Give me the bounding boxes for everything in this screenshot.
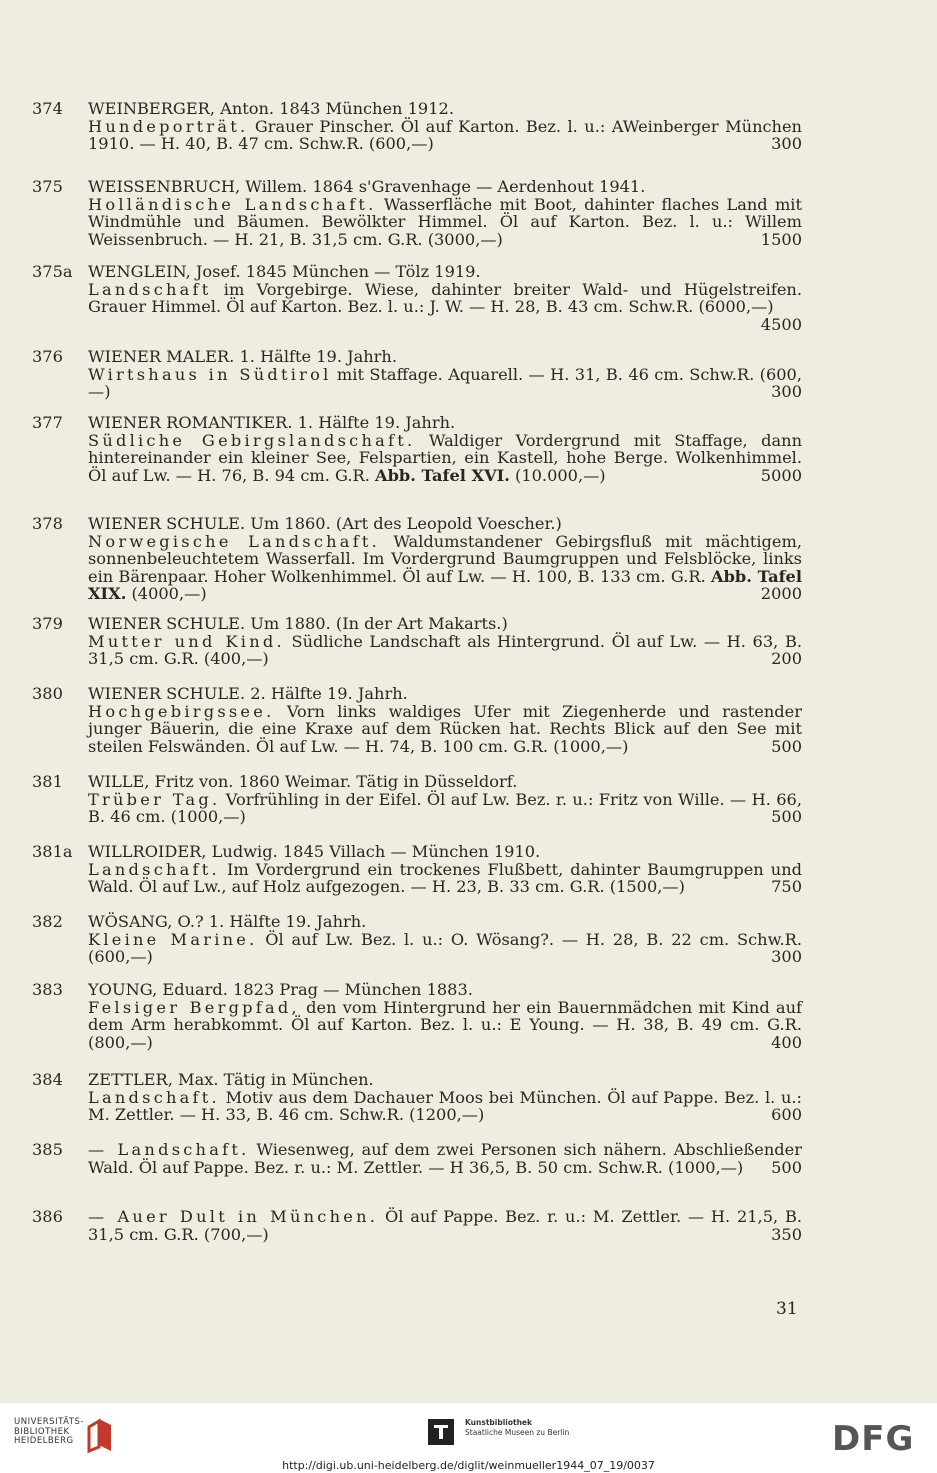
lot-number: 376 <box>32 347 63 366</box>
lot-number: 374 <box>32 99 63 118</box>
lot-number: 383 <box>32 980 63 999</box>
lot-number: 382 <box>32 912 63 931</box>
entry-description <box>88 1141 802 1176</box>
artwork-title: Trüber Tag. <box>88 789 221 809</box>
artwork-details: Wasserfläche mit Boot, dahinter flaches Land mit Windmühle und Bäumen. Bewölkter Himmel. Öl auf Karton. Bez. l. u.: Willem Weissenbruch. — H. 21, B. 31,5 cm. G.R. (3000,—) <box>88 194 802 249</box>
artist-heading: WILLE, Fritz von. 1860 Weimar. Tätig in Düsseldorf. <box>88 772 518 791</box>
kb-line-2: Staatliche Museen zu Berlin <box>465 1428 570 1437</box>
entry-description <box>88 861 802 896</box>
limit-price: 300 <box>771 947 802 967</box>
artwork-title: Landschaft. <box>88 1087 220 1107</box>
ub-line-1: UNIVERSITÄTS- <box>14 1417 84 1427</box>
artwork-title: Hochgebirgssee. <box>88 701 275 721</box>
limit-price: 300 <box>771 382 802 402</box>
ub-heidelberg-logo-icon[interactable] <box>85 1417 113 1453</box>
limit-price: 4500 <box>760 314 802 334</box>
kb-line-1: Kunstbibliothek <box>465 1418 533 1427</box>
footer-bar <box>0 1403 937 1473</box>
artwork-details: Waldumstandener Gebirgsfluß mit mächtigem, sonnenbeleuchtetem Wasserfall. Im Vordergrund Baumgruppen und Felsblöcke, links ein Bärenpaar. Hoher Wolkenhimmel. Öl auf Lw. — H. 100, B. 133 cm. G.R. <box>88 531 802 586</box>
entry-body <box>88 843 802 896</box>
entry-description <box>88 196 802 249</box>
artwork-title: Hundeporträt. <box>88 116 249 136</box>
limit-price: 750 <box>771 877 802 897</box>
lot-number: 375a <box>32 262 73 281</box>
lot-number: 379 <box>32 614 63 633</box>
artist-heading: WIENER SCHULE. 2. Hälfte 19. Jahrh. <box>88 684 408 703</box>
artwork-details: Öl auf Pappe. Bez. r. u.: M. Zettler. — H. 21,5, B. 31,5 cm. G.R. (700,—) <box>88 1207 802 1244</box>
plate-reference: Abb. Tafel XVI. <box>375 465 510 485</box>
entry-description <box>88 1208 802 1243</box>
artist-heading: ZETTLER, Max. Tätig in München. <box>88 1070 374 1089</box>
entry-description <box>88 118 802 153</box>
dfg-logo[interactable]: DFG <box>832 1419 915 1459</box>
artist-heading: WEISSENBRUCH, Willem. 1864 s'Gravenhage — Aerdenhout 1941. <box>88 177 646 196</box>
entry-description <box>88 1089 802 1124</box>
artist-heading: WIENER SCHULE. Um 1860. (Art des Leopold Voescher.) <box>88 514 562 533</box>
entry-description <box>88 279 802 334</box>
entry-body <box>88 685 802 755</box>
artwork-details: Öl auf Lw. Bez. l. u.: O. Wösang?. — H. 28, B. 22 cm. Schw.R. (600,—) <box>88 929 802 967</box>
artwork-title: Südliche Gebirgslandschaft. <box>88 430 416 450</box>
ub-heidelberg-logo-text[interactable] <box>14 1418 84 1447</box>
limit-price: 1500 <box>760 229 802 249</box>
artwork-details: im Vorgebirge. Wiese, dahinter breiter Wald- und Hügelstreifen. Grauer Himmel. Öl auf Karton. Bez. l. u.: J. W. — H. 28, B. 43 cm. Schw.R. (6000,—) <box>88 279 802 317</box>
ub-line-3: HEIDELBERG <box>14 1436 74 1446</box>
limit-price: 500 <box>771 736 802 756</box>
entry-body <box>88 773 802 826</box>
artwork-details: Grauer Pinscher. Öl auf Karton. Bez. l. u.: AWeinberger München 1910. — H. 40, B. 47 cm. Schw.R. (600,—) <box>88 116 802 154</box>
entry-body <box>88 348 802 401</box>
limit-price: 400 <box>771 1032 802 1052</box>
entry-description <box>88 432 802 485</box>
lot-number: 380 <box>32 684 63 703</box>
permalink-url[interactable]: http://digi.ub.uni-heidelberg.de/diglit/weinmueller1944_07_19/0037 <box>282 1459 655 1472</box>
entry-body <box>88 981 802 1051</box>
entry-description <box>88 999 802 1052</box>
limit-price: 200 <box>771 649 802 669</box>
artwork-details: Vorn links waldiges Ufer mit Ziegenherde und rastender junger Bäuerin, die eine Kraxe auf dem Rücken hat. Rechts Blick auf den See mit steilen Felswänden. Öl auf Lw. — H. 74, B. 100 cm. G.R. (1000,—) <box>88 701 802 756</box>
artwork-title: Wirtshaus in Südtirol <box>88 364 332 384</box>
lot-number: 384 <box>32 1070 63 1089</box>
entry-body <box>88 178 802 248</box>
entry-body <box>88 1208 802 1243</box>
artwork-title: Norwegische Landschaft. <box>88 531 381 551</box>
estimate-text: (4000,—) <box>126 584 207 604</box>
artwork-details: Vorfrühling in der Eifel. Öl auf Lw. Bez. r. u.: Fritz von Wille. — H. 66, B. 46 cm. (1000,—) <box>88 789 802 827</box>
limit-price: 500 <box>771 1157 802 1177</box>
entry-description <box>88 633 802 668</box>
artwork-details: Im Vordergrund ein trockenes Flußbett, dahinter Baumgruppen und Wald. Öl auf Lw., auf Holz aufgezogen. — H. 23, B. 33 cm. G.R. (1500,—) <box>88 859 802 897</box>
lot-number: 381a <box>32 842 73 861</box>
lot-number: 381 <box>32 772 63 791</box>
entry-body <box>88 913 802 966</box>
artist-heading: WIENER ROMANTIKER. 1. Hälfte 19. Jahrh. <box>88 413 456 432</box>
lot-number: 386 <box>32 1207 63 1226</box>
artwork-details: Südliche Landschaft als Hintergrund. Öl auf Lw. — H. 63, B. 31,5 cm. G.R. (400,—) <box>88 631 802 669</box>
kunstbibliothek-logo-icon[interactable] <box>428 1419 454 1445</box>
entry-body <box>88 100 802 153</box>
artwork-details: den vom Hintergrund her ein Bauernmädchen mit Kind auf dem Arm herabkommt. Öl auf Karton. Bez. l. u.: E Young. — H. 38, B. 49 cm. G.R. (800,—) <box>88 997 802 1052</box>
lot-number: 375 <box>32 177 63 196</box>
limit-price: 500 <box>771 807 802 827</box>
entry-description <box>88 533 802 603</box>
artwork-title: Landschaft. <box>88 859 220 879</box>
entry-body <box>88 263 802 333</box>
limit-price: 2000 <box>760 584 802 604</box>
limit-price: 350 <box>771 1224 802 1244</box>
artwork-title: — Auer Dult in München. <box>88 1207 379 1226</box>
limit-price: 5000 <box>760 465 802 485</box>
limit-price: 300 <box>771 134 802 154</box>
entry-body <box>88 615 802 668</box>
entry-body <box>88 515 802 603</box>
artwork-title: Mutter und Kind. <box>88 631 285 651</box>
entry-body <box>88 1141 802 1176</box>
entry-description <box>88 931 802 966</box>
lot-number: 378 <box>32 514 63 533</box>
lot-number: 377 <box>32 413 63 432</box>
estimate-text: (10.000,—) <box>509 465 606 485</box>
entry-description <box>88 366 802 401</box>
artist-heading: WIENER SCHULE. Um 1880. (In der Art Makarts.) <box>88 614 508 633</box>
artwork-title: — Landschaft. <box>88 1140 250 1159</box>
artwork-title: Holländische Landschaft. <box>88 194 377 214</box>
artist-heading: WÖSANG, O.? 1. Hälfte 19. Jahrh. <box>88 912 367 931</box>
entry-description <box>88 791 802 826</box>
artist-heading: WILLROIDER, Ludwig. 1845 Villach — München 1910. <box>88 842 541 861</box>
artwork-details: mit Staffage. Aquarell. — H. 31, B. 46 cm. Schw.R. (600,—) <box>88 364 802 402</box>
page-number: 31 <box>776 1299 798 1319</box>
limit-price: 600 <box>771 1105 802 1125</box>
kunstbibliothek-label <box>465 1418 569 1438</box>
entry-body <box>88 1071 802 1124</box>
artwork-title: Landschaft <box>88 279 212 299</box>
plate-reference: Abb. Tafel XIX. <box>88 566 803 604</box>
artwork-title: Kleine Marine. <box>88 929 258 949</box>
artwork-details: Wiesenweg, auf dem zwei Personen sich nähern. Abschließender Wald. Öl auf Pappe. Bez. r. u.: M. Zettler. — H 36,5, B. 50 cm. Schw.R. (1000,—) <box>88 1140 802 1177</box>
lot-number: 385 <box>32 1140 63 1159</box>
artist-heading: WENGLEIN, Josef. 1845 München — Tölz 1919. <box>88 262 481 281</box>
artist-heading: WIENER MALER. 1. Hälfte 19. Jahrh. <box>88 347 397 366</box>
artwork-title: Felsiger Bergpfad, <box>88 997 300 1017</box>
artwork-details: Waldiger Vordergrund mit Staffage, dann hintereinander ein kleiner See, Felspartien, ein Kastell, hohe Berge. Wolkenhimmel. Öl auf Lw. — H. 76, B. 94 cm. G.R. <box>88 430 802 485</box>
artwork-details: Motiv aus dem Dachauer Moos bei München. Öl auf Pappe. Bez. l. u.: M. Zettler. — H. 33, B. 46 cm. Schw.R. (1200,—) <box>88 1087 802 1125</box>
ub-line-2: BIBLIOTHEK <box>14 1426 70 1437</box>
artist-heading: YOUNG, Eduard. 1823 Prag — München 1883. <box>88 980 473 999</box>
entry-body <box>88 414 802 484</box>
artist-heading: WEINBERGER, Anton. 1843 München 1912. <box>88 99 454 118</box>
entry-description <box>88 703 802 756</box>
